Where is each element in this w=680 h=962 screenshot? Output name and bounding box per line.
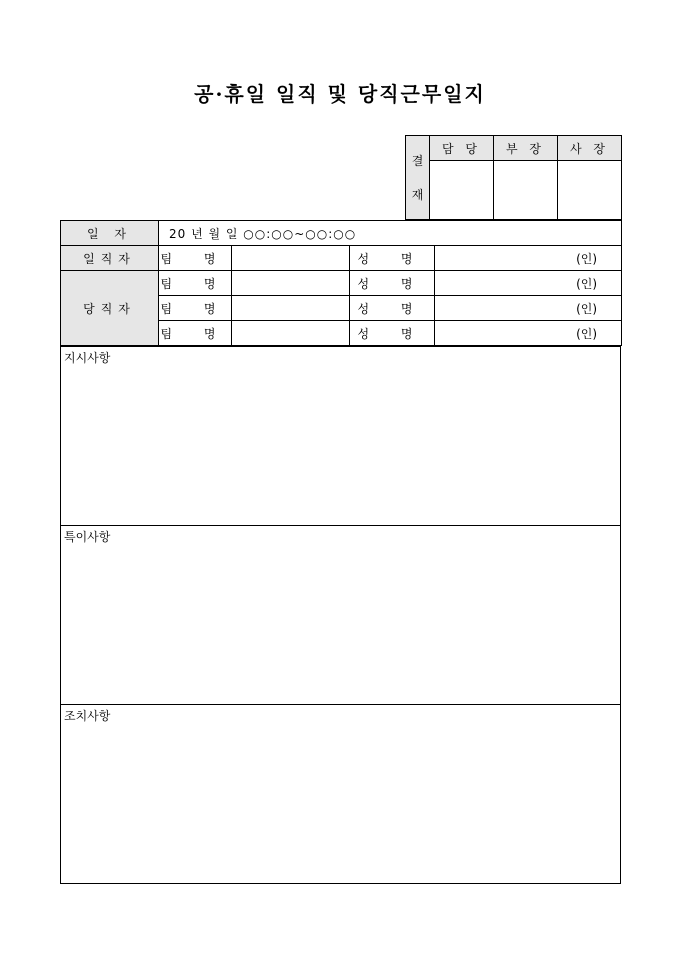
- approval-sign-president[interactable]: [558, 161, 622, 220]
- night-duty-label: 당직자: [61, 271, 159, 346]
- team-name-label: 팀 명: [159, 296, 232, 321]
- day-duty-label: 일직자: [61, 246, 159, 271]
- person-name-field[interactable]: (인): [435, 246, 622, 271]
- approval-box: [405, 135, 622, 220]
- approval-header-manager: 담 당: [430, 136, 494, 161]
- approval-sign-manager[interactable]: [430, 161, 494, 220]
- instructions-label: 지시사항: [64, 351, 111, 365]
- instructions-section[interactable]: [61, 347, 621, 526]
- team-name-label: 팀 명: [159, 321, 232, 346]
- special-notes-label: 특이사항: [64, 530, 111, 544]
- date-label: 일 자: [61, 221, 159, 246]
- notes-table: [60, 346, 621, 884]
- team-name-label: 팀 명: [159, 271, 232, 296]
- person-name-field[interactable]: (인): [435, 296, 622, 321]
- approval-header-director: 부 장: [494, 136, 558, 161]
- person-name-label: 성 명: [350, 296, 435, 321]
- special-notes-section[interactable]: [61, 526, 621, 705]
- approval-side-label: 결 재: [406, 136, 430, 220]
- actions-label: 조치사항: [64, 709, 111, 723]
- team-name-field[interactable]: [232, 321, 350, 346]
- team-name-field[interactable]: [232, 296, 350, 321]
- person-name-label: 성 명: [350, 321, 435, 346]
- actions-section[interactable]: [61, 705, 621, 884]
- person-name-label: 성 명: [350, 246, 435, 271]
- duty-info-table: [60, 220, 622, 346]
- approval-sign-director[interactable]: [494, 161, 558, 220]
- team-name-field[interactable]: [232, 246, 350, 271]
- person-name-field[interactable]: (인): [435, 321, 622, 346]
- team-name-label: 팀 명: [159, 246, 232, 271]
- team-name-field[interactable]: [232, 271, 350, 296]
- date-field[interactable]: 20 년 월 일 ○○:○○~○○:○○: [159, 221, 622, 246]
- approval-header-president: 사 장: [558, 136, 622, 161]
- page-title: 공·휴일 일직 및 당직근무일지: [194, 82, 486, 106]
- person-name-label: 성 명: [350, 271, 435, 296]
- person-name-field[interactable]: (인): [435, 271, 622, 296]
